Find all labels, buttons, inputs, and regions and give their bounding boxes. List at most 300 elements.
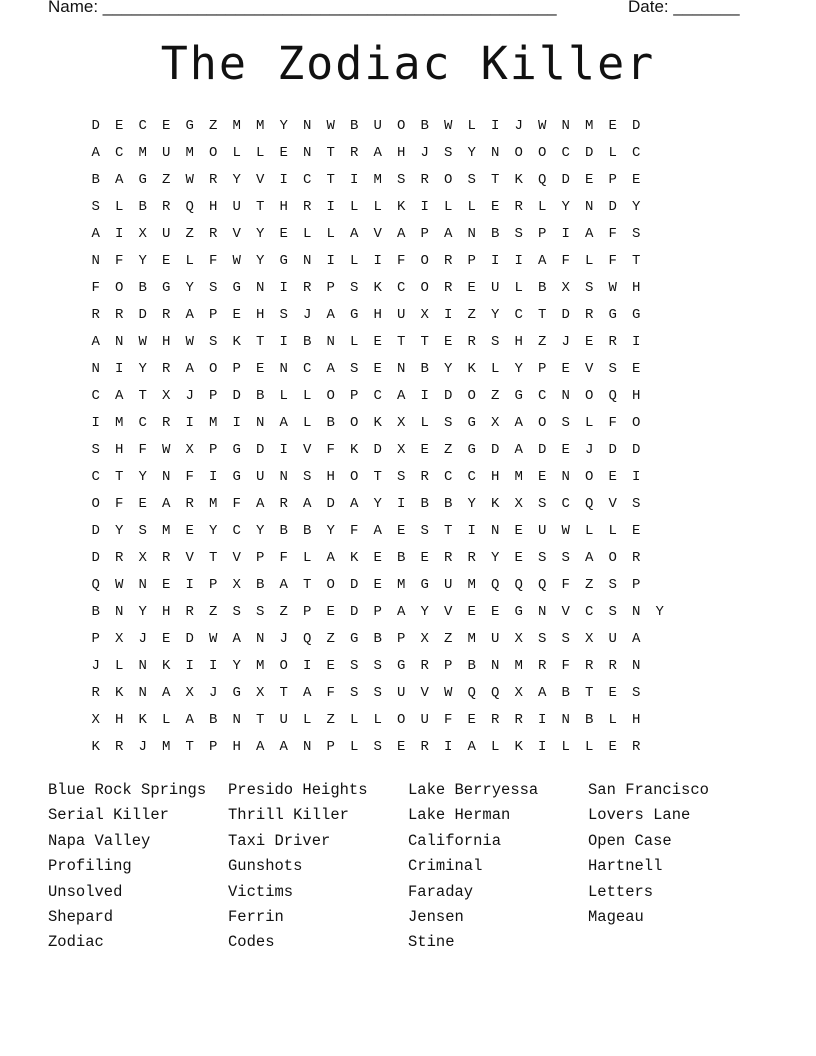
grid-letter: L [420,415,429,431]
grid-letter: A [373,145,382,161]
grid-letter: H [232,739,241,755]
grid-letter: O [585,469,594,485]
grid-row [84,735,672,762]
grid-letter: S [608,361,617,377]
grid-row [84,465,672,492]
grid-letter: N [491,658,500,674]
grid-letter: L [585,523,594,539]
grid-letter: E [373,577,382,593]
grid-letter: O [420,280,429,296]
grid-letter: P [209,388,218,404]
word-bank-item: Serial Killer [48,806,169,825]
grid-letter: Y [655,604,664,620]
grid-letter: T [256,712,265,728]
grid-letter: N [561,388,570,404]
grid-letter: X [162,388,171,404]
grid-letter: R [585,307,594,323]
grid-letter: H [373,307,382,323]
grid-letter: I [491,253,500,269]
grid-letter: Y [373,496,382,512]
grid-letter: I [397,496,406,512]
grid-letter: E [514,523,523,539]
date-field-label: Date: _______ [628,0,740,16]
grid-letter: L [467,199,476,215]
grid-letter: W [115,577,124,593]
grid-letter: J [185,388,194,404]
grid-letter: A [232,631,241,647]
grid-letter: F [115,253,124,269]
grid-letter: R [350,145,359,161]
grid-letter: X [420,631,429,647]
grid-letter: E [467,280,476,296]
grid-letter: W [538,118,547,134]
grid-letter: N [561,469,570,485]
grid-letter: K [514,739,523,755]
grid-letter: D [538,442,547,458]
grid-letter: Y [115,523,124,539]
grid-letter: A [185,307,194,323]
grid-letter: E [326,658,335,674]
grid-letter: U [538,523,547,539]
grid-letter: Y [232,172,241,188]
grid-letter: Y [209,523,218,539]
grid-letter: F [91,280,100,296]
grid-letter: L [561,739,570,755]
grid-letter: Q [514,577,523,593]
grid-letter: C [538,388,547,404]
grid-letter: T [185,739,194,755]
grid-letter: I [444,739,453,755]
grid-row [84,141,672,168]
grid-letter: E [162,631,171,647]
grid-row [84,627,672,654]
grid-letter: J [91,658,100,674]
grid-letter: L [585,415,594,431]
header [48,0,748,19]
grid-letter: T [138,388,147,404]
grid-letter: I [491,118,500,134]
grid-letter: A [185,712,194,728]
grid-letter: X [397,415,406,431]
grid-letter: X [420,307,429,323]
grid-letter: B [420,118,429,134]
grid-letter: E [467,604,476,620]
grid-row [84,681,672,708]
grid-letter: L [350,334,359,350]
grid-letter: P [91,631,100,647]
grid-letter: T [279,685,288,701]
grid-letter: R [162,307,171,323]
grid-letter: I [632,469,641,485]
grid-letter: V [608,496,617,512]
grid-letter: P [467,253,476,269]
grid-letter: Z [162,172,171,188]
grid-letter: V [232,226,241,242]
grid-letter: O [209,361,218,377]
grid-letter: A [115,172,124,188]
grid-letter: E [585,172,594,188]
grid-letter: N [632,658,641,674]
grid-letter: Y [514,361,523,377]
grid-letter: J [138,631,147,647]
grid-letter: L [303,550,312,566]
grid-letter: K [514,172,523,188]
grid-letter: D [91,118,100,134]
grid-letter: F [326,442,335,458]
grid-letter: S [350,280,359,296]
grid-row [84,492,672,519]
grid-letter: M [209,415,218,431]
grid-letter: Q [538,577,547,593]
grid-letter: H [491,469,500,485]
grid-letter: X [491,415,500,431]
grid-letter: O [115,280,124,296]
grid-letter: A [585,226,594,242]
grid-letter: Y [138,361,147,377]
grid-letter: Y [256,226,265,242]
grid-letter: R [162,199,171,215]
grid-letter: U [608,631,617,647]
grid-letter: X [256,685,265,701]
grid-letter: O [397,712,406,728]
page-title: The Zodiac Killer [160,37,656,90]
grid-letter: E [491,604,500,620]
grid-letter: I [185,577,194,593]
grid-letter: B [397,550,406,566]
grid-letter: G [232,685,241,701]
grid-letter: E [444,334,453,350]
word-bank-item: Gunshots [228,857,303,876]
word-bank-item: Taxi Driver [228,831,331,850]
grid-letter: X [232,577,241,593]
grid-letter: C [514,307,523,323]
grid-letter: R [185,496,194,512]
grid-letter: W [608,280,617,296]
grid-letter: T [326,172,335,188]
grid-letter: J [303,307,312,323]
grid-letter: O [538,415,547,431]
grid-letter: Y [256,523,265,539]
grid-letter: V [232,550,241,566]
grid-letter: S [373,739,382,755]
grid-letter: C [115,145,124,161]
grid-letter: C [138,118,147,134]
grid-letter: N [115,334,124,350]
grid-letter: C [91,388,100,404]
grid-letter: I [185,415,194,431]
grid-letter: G [467,415,476,431]
grid-letter: R [209,226,218,242]
grid-letter: Z [326,631,335,647]
grid-letter: X [91,712,100,728]
grid-letter: S [350,658,359,674]
grid-letter: W [138,334,147,350]
grid-letter: B [420,361,429,377]
grid-letter: U [491,280,500,296]
grid-letter: O [350,469,359,485]
grid-letter: S [514,226,523,242]
grid-letter: C [232,523,241,539]
grid-letter: D [632,442,641,458]
grid-letter: P [373,604,382,620]
grid-letter: B [303,334,312,350]
word-bank-item: Jensen [408,908,464,926]
grid-letter: W [185,334,194,350]
grid-letter: A [514,442,523,458]
grid-letter: E [420,550,429,566]
word-bank-item: Lake Herman [408,806,511,825]
grid-letter: E [138,496,147,512]
grid-letter: P [420,226,429,242]
grid-letter: A [91,145,100,161]
grid-letter: L [350,199,359,215]
word-bank-item: Thrill Killer [228,806,349,825]
grid-letter: B [279,523,288,539]
grid-letter: O [91,496,100,512]
grid-letter: W [209,631,218,647]
grid-letter: B [538,280,547,296]
word-bank-item: Unsolved [48,882,123,901]
grid-letter: R [491,712,500,728]
grid-letter: R [514,199,523,215]
grid-letter: E [514,550,523,566]
grid-letter: F [397,253,406,269]
grid-letter: P [209,739,218,755]
grid-letter: I [91,415,100,431]
grid-letter: B [91,604,100,620]
grid-letter: N [115,604,124,620]
grid-letter: M [162,523,171,539]
grid-letter: R [420,739,429,755]
grid-letter: B [373,631,382,647]
grid-letter: W [185,172,194,188]
grid-letter: M [373,172,382,188]
word-bank-item: Profiling [48,857,132,876]
grid-letter: T [444,523,453,539]
grid-letter: R [608,334,617,350]
grid-letter: R [632,739,641,755]
grid-letter: F [209,253,218,269]
grid-letter: A [162,685,171,701]
grid-letter: R [162,550,171,566]
grid-row [84,384,672,411]
grid-letter: T [326,145,335,161]
grid-letter: R [420,172,429,188]
grid-letter: O [608,550,617,566]
grid-letter: E [632,172,641,188]
grid-letter: D [608,442,617,458]
grid-letter: T [256,334,265,350]
grid-letter: S [561,415,570,431]
grid-letter: P [326,739,335,755]
grid-letter: E [162,118,171,134]
grid-letter: Q [185,199,194,215]
grid-letter: K [138,712,147,728]
grid-row [84,519,672,546]
grid-letter: L [585,739,594,755]
grid-letter: Y [561,199,570,215]
grid-letter: V [585,361,594,377]
grid-letter: E [561,442,570,458]
grid-letter: A [514,415,523,431]
grid-letter: P [209,442,218,458]
grid-letter: Z [491,388,500,404]
grid-letter: X [185,442,194,458]
grid-letter: Z [585,577,594,593]
grid-letter: I [632,334,641,350]
grid-letter: Q [585,496,594,512]
grid-letter: P [209,577,218,593]
grid-letter: R [538,658,547,674]
grid-letter: S [608,577,617,593]
grid-letter: G [232,280,241,296]
grid-letter: N [585,199,594,215]
grid-letter: F [279,550,288,566]
grid-letter: N [491,145,500,161]
grid-letter: G [138,172,147,188]
grid-letter: C [585,604,594,620]
grid-letter: P [538,361,547,377]
grid-letter: T [397,334,406,350]
grid-letter: R [303,280,312,296]
grid-letter: S [444,145,453,161]
grid-letter: F [608,415,617,431]
grid-letter: Z [326,712,335,728]
grid-letter: A [632,631,641,647]
grid-letter: E [373,334,382,350]
grid-letter: M [115,415,124,431]
grid-letter: H [279,199,288,215]
grid-letter: F [350,523,359,539]
grid-letter: X [185,685,194,701]
grid-letter: S [467,172,476,188]
grid-letter: T [256,199,265,215]
grid-letter: K [397,199,406,215]
grid-letter: J [209,685,218,701]
grid-letter: A [91,334,100,350]
grid-letter: V [373,226,382,242]
grid-row [84,438,672,465]
grid-letter: Y [326,523,335,539]
grid-letter: I [115,361,124,377]
grid-letter: I [373,253,382,269]
word-bank-item: Napa Valley [48,831,151,850]
grid-letter: E [279,145,288,161]
grid-letter: R [303,199,312,215]
grid-letter: E [467,712,476,728]
grid-letter: A [397,388,406,404]
grid-letter: O [585,388,594,404]
grid-letter: I [279,280,288,296]
grid-letter: U [444,577,453,593]
grid-letter: Q [608,388,617,404]
grid-letter: T [491,172,500,188]
grid-letter: C [91,469,100,485]
grid-letter: D [185,631,194,647]
grid-letter: F [608,226,617,242]
grid-letter: S [561,631,570,647]
grid-letter: I [303,658,312,674]
grid-letter: C [632,145,641,161]
grid-letter: S [538,550,547,566]
grid-letter: J [279,631,288,647]
grid-letter: E [397,523,406,539]
grid-row [84,303,672,330]
grid-letter: R [444,280,453,296]
grid-letter: X [138,226,147,242]
grid-letter: E [420,442,429,458]
grid-letter: M [467,577,476,593]
grid-letter: W [326,118,335,134]
grid-letter: I [232,415,241,431]
grid-letter: X [585,631,594,647]
grid-letter: F [138,442,147,458]
word-bank-item: Letters [588,882,654,901]
grid-letter: V [420,685,429,701]
grid-letter: M [162,739,171,755]
grid-letter: C [397,280,406,296]
grid-letter: D [256,442,265,458]
grid-letter: K [162,658,171,674]
grid-letter: D [585,145,594,161]
grid-letter: S [632,226,641,242]
grid-letter: L [326,226,335,242]
grid-letter: G [514,604,523,620]
grid-letter: E [373,361,382,377]
grid-letter: N [91,253,100,269]
grid-letter: H [256,307,265,323]
word-bank-item: Open Case [588,831,672,850]
grid-letter: Z [209,118,218,134]
grid-letter: S [279,307,288,323]
grid-letter: R [467,334,476,350]
grid-letter: I [209,469,218,485]
grid-letter: B [467,658,476,674]
grid-letter: A [350,226,359,242]
grid-letter: P [303,604,312,620]
grid-letter: C [444,469,453,485]
grid-letter: B [138,199,147,215]
grid-letter: K [350,550,359,566]
grid-letter: K [115,685,124,701]
grid-letter: V [303,442,312,458]
grid-letter: D [91,523,100,539]
grid-letter: D [444,388,453,404]
grid-letter: N [162,469,171,485]
grid-letter: S [256,604,265,620]
grid-letter: D [491,442,500,458]
grid-letter: R [91,685,100,701]
grid-letter: N [138,658,147,674]
grid-letter: S [350,685,359,701]
grid-letter: D [608,199,617,215]
grid-letter: I [115,226,124,242]
grid-letter: Y [185,280,194,296]
grid-letter: A [303,496,312,512]
grid-letter: J [138,739,147,755]
grid-letter: A [326,550,335,566]
grid-letter: V [185,550,194,566]
grid-letter: T [420,334,429,350]
grid-letter: T [632,253,641,269]
grid-letter: P [608,172,617,188]
grid-letter: Z [209,604,218,620]
grid-letter: E [632,523,641,539]
grid-letter: O [326,388,335,404]
grid-letter: E [397,739,406,755]
grid-row [84,249,672,276]
grid-letter: D [561,172,570,188]
